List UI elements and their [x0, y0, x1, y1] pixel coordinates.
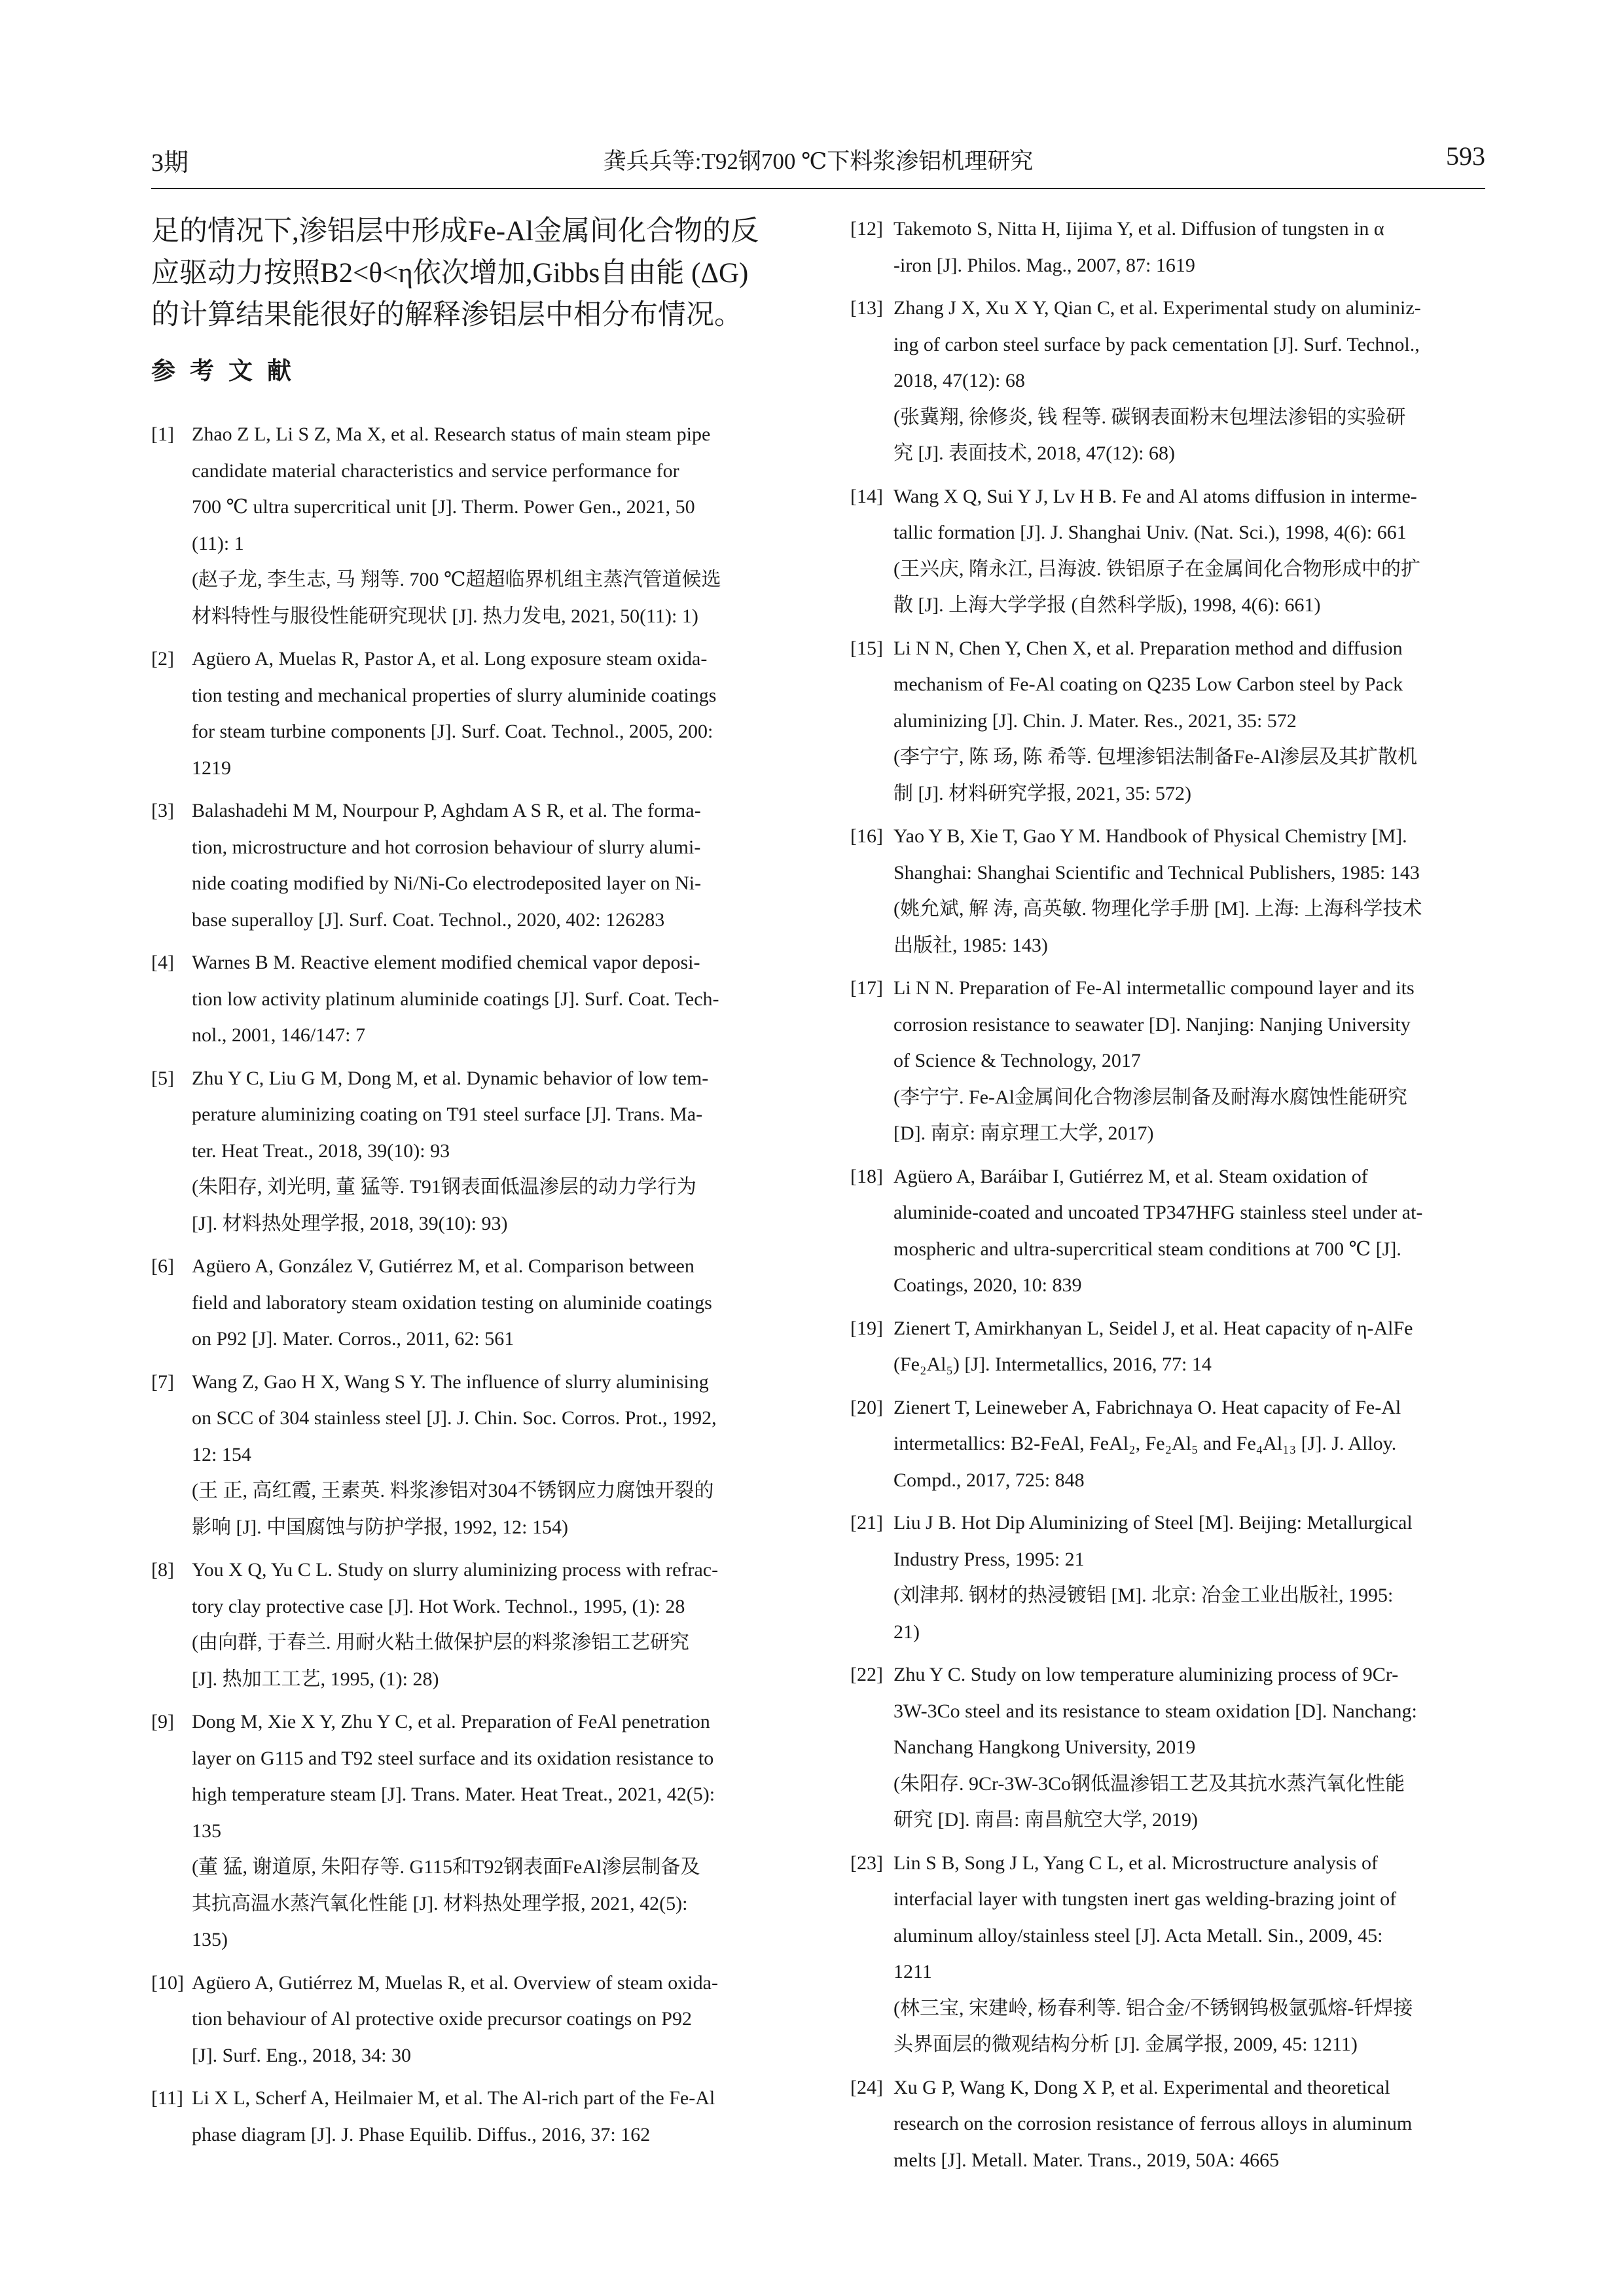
running-header [151, 134, 1485, 187]
reference-line: Agüero A, Gutiérrez M, Muelas R, et al. Overview of steam oxida- [192, 1971, 718, 1994]
reference-line: nide coating modified by Ni/Ni-Co electrodeposited layer on Ni- [192, 872, 702, 894]
reference-line: aluminide-coated and uncoated TP347HFG stainless steel under at- [893, 1202, 1423, 1223]
reference-line: Xu G P, Wang K, Dong X P, et al. Experimental and theoretical [893, 2076, 1390, 2098]
reference-line: Agüero A, Baráibar I, Gutiérrez M, et al. Steam oxidation of [893, 1165, 1368, 1187]
reference-line: Compd., 2017, 725: 848 [893, 1469, 1085, 1491]
reference-line: 材料特性与服役性能研究现状 [J]. 热力发电, 2021, 50(11): 1) [192, 605, 698, 627]
reference-line: intermetallics: B2-FeAl, FeAl₂, Fe₂Al₅ and Fe₄Al₁₃ [J]. J. Alloy. [893, 1433, 1397, 1454]
reference-line: 影响 [J]. 中国腐蚀与防护学报, 1992, 12: 154) [192, 1516, 568, 1538]
reference-list-left [151, 416, 786, 2153]
reference-line: [D]. 南京: 南京理工大学, 2017) [893, 1122, 1154, 1144]
reference-line: Warnes B M. Reactive element modified chemical vapor deposi- [192, 952, 700, 973]
reference-number: [3] [151, 800, 174, 821]
reference-line: 其抗高温水蒸汽氧化性能 [J]. 材料热处理学报, 2021, 42(5): [192, 1892, 688, 1914]
reference-line: 头界面层的微观结构分析 [J]. 金属学报, 2009, 45: 1211) [893, 2034, 1358, 2055]
reference-line: (李宁宁. Fe-Al金属间化合物渗层制备及耐海水腐蚀性能研究 [893, 1086, 1407, 1108]
reference-number: [12] [850, 218, 883, 240]
reference-line: (李宁宁, 陈 玚, 陈 希等. 包埋渗铝法制备Fe-Al渗层及其扩散机 [893, 746, 1417, 768]
reference-line: aluminizing [J]. Chin. J. Mater. Res., 2021, 35: 572 [893, 709, 1297, 732]
reference-list-right [850, 211, 1485, 2178]
reference-line: -iron [J]. Philos. Mag., 2007, 87: 1619 [893, 254, 1195, 276]
reference-line: 1211 [893, 1961, 932, 1982]
reference-line: tion testing and mechanical properties of slurry aluminide coatings [192, 684, 717, 706]
intro-paragraph [151, 211, 786, 336]
reference-line: (王 正, 高红霞, 王素英. 料浆渗铝对304不锈钢应力腐蚀开裂的 [192, 1480, 714, 1501]
reference-line: Li N N. Preparation of Fe-Al intermetallic compound layer and its [893, 977, 1415, 999]
reference-line: Li N N, Chen Y, Chen X, et al. Preparation method and diffusion [893, 637, 1403, 659]
reference-number: [7] [151, 1371, 174, 1393]
reference-item [850, 630, 1485, 812]
reference-number: [4] [151, 952, 174, 973]
reference-line: Nanchang Hangkong University, 2019 [893, 1736, 1196, 1758]
reference-line: (张冀翔, 徐修炎, 钱 程等. 碳钢表面粉末包埋法渗铝的实验研 [893, 406, 1406, 428]
reference-item [151, 416, 786, 634]
reference-line: Zienert T, Amirkhanyan L, Seidel J, et al. Heat capacity of η-AlFe [893, 1317, 1413, 1339]
reference-line: perature aluminizing coating on T91 steel surface [J]. Trans. Ma- [192, 1103, 703, 1125]
reference-line: (姚允斌, 解 涛, 高英敏. 物理化学手册 [M]. 上海: 上海科学技术 [893, 898, 1422, 920]
reference-line: Li X L, Scherf A, Heilmaier M, et al. The Al-rich part of the Fe-Al [192, 2087, 715, 2109]
reference-number: [22] [850, 1664, 883, 1685]
reference-line: Industry Press, 1995: 21 [893, 1548, 1085, 1570]
reference-number: [13] [850, 297, 883, 319]
reference-line: on SCC of 304 stainless steel [J]. J. Chin. Soc. Corros. Prot., 1992, [192, 1407, 717, 1429]
reference-line: (王兴庆, 隋永江, 吕海波. 铁铝原子在金属间化合物形成中的扩 [893, 558, 1420, 580]
reference-item [850, 818, 1485, 963]
reference-line: 135 [192, 1820, 221, 1842]
reference-line: (朱阳存. 9Cr-3W-3Co钢低温渗铝工艺及其抗水蒸汽氧化性能 [893, 1772, 1405, 1795]
reference-line: 究 [J]. 表面技术, 2018, 47(12): 68) [893, 442, 1175, 464]
reference-line: 21) [893, 1621, 920, 1643]
reference-line: tion, microstructure and hot corrosion behaviour of slurry alumi- [192, 836, 701, 858]
reference-number: [17] [850, 977, 883, 999]
reference-line: nol., 2001, 146/147: 7 [192, 1024, 366, 1046]
header-rule [151, 188, 1485, 189]
reference-item [850, 2070, 1485, 2179]
running-title: 龚兵兵等:T92钢700 ℃下料浆渗铝机理研究 [603, 149, 1034, 174]
reference-item [850, 211, 1485, 283]
reference-line: Coatings, 2020, 10: 839 [893, 1274, 1082, 1296]
reference-number: [10] [151, 1971, 184, 1994]
reference-line: field and laboratory steam oxidation testing on aluminide coatings [192, 1291, 712, 1314]
reference-line: Dong M, Xie X Y, Zhu Y C, et al. Preparation of FeAl penetration [192, 1711, 710, 1732]
reference-item [151, 641, 786, 786]
reference-number: [16] [850, 825, 883, 847]
reference-number: [20] [850, 1396, 883, 1418]
reference-line: Zhu Y C. Study on low temperature aluminizing process of 9Cr- [893, 1664, 1399, 1685]
reference-number: [23] [850, 1852, 883, 1874]
reference-line: 3W-3Co steel and its resistance to steam oxidation [D]. Nanchang: [893, 1700, 1417, 1722]
reference-line: [J]. 材料热处理学报, 2018, 39(10): 93) [192, 1212, 508, 1234]
reference-line: interfacial layer with tungsten inert gas welding-brazing joint of [893, 1888, 1397, 1910]
reference-line: 散 [J]. 上海大学学报 (自然科学版), 1998, 4(6): 661) [893, 594, 1321, 616]
reference-line: 700 ℃ ultra supercritical unit [J]. Therm. Power Gen., 2021, 50 [192, 496, 695, 518]
reference-line: 135) [192, 1929, 228, 1950]
reference-item [850, 1310, 1485, 1383]
reference-item [151, 1965, 786, 2074]
reference-number: [15] [850, 637, 883, 659]
reference-line: (由向群, 于春兰. 用耐火粘土做保护层的料浆渗铝工艺研究 [192, 1632, 689, 1653]
reference-number: [24] [850, 2076, 883, 2098]
reference-line: 出版社, 1985: 143) [893, 934, 1048, 956]
reference-line: Balashadehi M M, Nourpour P, Aghdam A S R, et al. The forma- [192, 800, 701, 821]
reference-line: 12: 154 [192, 1443, 251, 1465]
reference-line: high temperature steam [J]. Trans. Mater. Heat Treat., 2021, 42(5): [192, 1784, 715, 1805]
intro-line: 足的情况下,渗铝层中形成Fe-Al金属间化合物的反 [151, 216, 759, 247]
reference-item [151, 944, 786, 1054]
intro-line: 的计算结果能很好的解释渗铝层中相分布情况。 [151, 300, 742, 331]
reference-line: ter. Heat Treat., 2018, 39(10): 93 [192, 1139, 450, 1162]
intro-line: 应驱动力按照B2<θ<η依次增加,Gibbs自由能 (ΔG) [151, 258, 749, 289]
references-heading: 参考文献 [151, 357, 306, 385]
reference-line: 制 [J]. 材料研究学报, 2021, 35: 572) [893, 782, 1191, 804]
reference-line: (Fe₂Al₅) [J]. Intermetallics, 2016, 77: 14 [893, 1354, 1212, 1375]
reference-line: candidate material characteristics and service performance for [192, 459, 679, 482]
page-number: 593 [1446, 141, 1485, 171]
reference-line: base superalloy [J]. Surf. Coat. Technol., 2020, 402: 126283 [192, 908, 665, 931]
reference-line: Shanghai: Shanghai Scientific and Technical Publishers, 1985: 143 [893, 861, 1420, 884]
reference-line: Zhao Z L, Li S Z, Ma X, et al. Research status of main steam pipe [192, 423, 711, 445]
reference-line: tallic formation [J]. J. Shanghai Univ. (Nat. Sci.), 1998, 4(6): 661 [893, 522, 1407, 543]
reference-line: on P92 [J]. Mater. Corros., 2011, 62: 561 [192, 1328, 514, 1350]
reference-item [151, 2080, 786, 2153]
reference-line: Zienert T, Leineweber A, Fabrichnaya O. Heat capacity of Fe-Al [893, 1396, 1401, 1418]
reference-number: [18] [850, 1165, 883, 1187]
reference-line: Wang X Q, Sui Y J, Lv H B. Fe and Al atoms diffusion in interme- [893, 485, 1417, 507]
reference-line: mechanism of Fe-Al coating on Q235 Low Carbon steel by Pack [893, 673, 1403, 695]
reference-line: (11): 1 [192, 532, 244, 554]
reference-number: [5] [151, 1067, 174, 1089]
reference-number: [6] [151, 1255, 174, 1277]
reference-number: [11] [151, 2087, 183, 2109]
reference-line: Yao Y B, Xie T, Gao Y M. Handbook of Physical Chemistry [M]. [893, 825, 1407, 847]
reference-line: for steam turbine components [J]. Surf. Coat. Technol., 2005, 200: [192, 721, 713, 742]
reference-item [850, 478, 1485, 624]
reference-line: Liu J B. Hot Dip Aluminizing of Steel [M]. Beijing: Metallurgical [893, 1512, 1413, 1534]
reference-line: Lin S B, Song J L, Yang C L, et al. Microstructure analysis of [893, 1852, 1378, 1874]
reference-line: [J]. 热加工工艺, 1995, (1): 28) [192, 1668, 439, 1690]
reference-line: Zhu Y C, Liu G M, Dong M, et al. Dynamic behavior of low tem- [192, 1067, 709, 1089]
reference-line: (朱阳存, 刘光明, 董 猛等. T91钢表面低温渗层的动力学行为 [192, 1176, 696, 1198]
reference-line: Wang Z, Gao H X, Wang S Y. The influence of slurry aluminising [192, 1371, 709, 1393]
reference-item [151, 1364, 786, 1546]
reference-line: 研究 [D]. 南昌: 南昌航空大学, 2019) [893, 1809, 1198, 1831]
reference-line: mospheric and ultra-supercritical steam conditions at 700 ℃ [J]. [893, 1238, 1401, 1260]
left-column [151, 211, 786, 2159]
reference-line: tory clay protective case [J]. Hot Work. Technol., 1995, (1): 28 [192, 1595, 685, 1617]
reference-number: [8] [151, 1559, 174, 1581]
reference-line: Zhang J X, Xu X Y, Qian C, et al. Experimental study on aluminiz- [893, 297, 1421, 319]
reference-item [850, 1845, 1485, 2063]
reference-number: [21] [850, 1512, 883, 1534]
reference-line: layer on G115 and T92 steel surface and its oxidation resistance to [192, 1747, 714, 1769]
reference-line: aluminum alloy/stainless steel [J]. Acta Metall. Sin., 2009, 45: [893, 1924, 1383, 1946]
reference-line: of Science & Technology, 2017 [893, 1050, 1141, 1071]
reference-line: 1219 [192, 757, 231, 779]
reference-line: (董 猛, 谢道原, 朱阳存等. G115和T92钢表面FeAl渗层制备及 [192, 1856, 700, 1878]
reference-line: tion behaviour of Al protective oxide precursor coatings on P92 [192, 2008, 692, 2030]
reference-item [850, 1657, 1485, 1839]
reference-item [151, 1060, 786, 1242]
reference-item [850, 290, 1485, 472]
right-column [850, 211, 1485, 2185]
reference-line: Takemoto S, Nitta H, Iijima Y, et al. Diffusion of tungsten in α [893, 218, 1384, 240]
reference-item [151, 1248, 786, 1357]
reference-item [850, 970, 1485, 1152]
reference-item [850, 1505, 1485, 1650]
reference-line: melts [J]. Metall. Mater. Trans., 2019, 50A: 4665 [893, 2149, 1280, 2171]
reference-line: Agüero A, Muelas R, Pastor A, et al. Long exposure steam oxida- [192, 648, 708, 670]
reference-line: 2018, 47(12): 68 [893, 370, 1025, 391]
reference-number: [14] [850, 485, 883, 507]
reference-line: (林三宝, 宋建岭, 杨春利等. 铝合金/不锈钢钨极氩弧熔-钎焊接 [893, 1997, 1413, 2019]
reference-number: [2] [151, 648, 174, 670]
issue-label: 3期 [151, 149, 189, 177]
reference-item [151, 793, 786, 938]
reference-number: [9] [151, 1711, 174, 1732]
reference-line: (刘津邦. 钢材的热浸镀铝 [M]. 北京: 冶金工业出版社, 1995: [893, 1585, 1394, 1606]
reference-line: (赵子龙, 李生志, 马 翔等. 700 ℃超超临界机组主蒸汽管道候选 [192, 569, 721, 590]
reference-line: ing of carbon steel surface by pack cementation [J]. Surf. Technol., [893, 333, 1420, 355]
reference-line: research on the corrosion resistance of ferrous alloys in aluminum [893, 2113, 1413, 2134]
reference-line: [J]. Surf. Eng., 2018, 34: 30 [192, 2044, 411, 2066]
reference-line: Agüero A, González V, Gutiérrez M, et al. Comparison between [192, 1255, 695, 1277]
reference-item [850, 1158, 1485, 1304]
reference-line: phase diagram [J]. J. Phase Equilib. Diffus., 2016, 37: 162 [192, 2123, 651, 2145]
reference-number: [19] [850, 1317, 883, 1339]
reference-item [850, 1390, 1485, 1499]
reference-item [151, 1552, 786, 1697]
reference-line: You X Q, Yu C L. Study on slurry aluminizing process with refrac- [192, 1559, 719, 1581]
reference-number: [1] [151, 423, 174, 445]
reference-line: corrosion resistance to seawater [D]. Nanjing: Nanjing University [893, 1013, 1411, 1035]
reference-item [151, 1704, 786, 1958]
reference-line: tion low activity platinum aluminide coatings [J]. Surf. Coat. Tech- [192, 988, 719, 1010]
